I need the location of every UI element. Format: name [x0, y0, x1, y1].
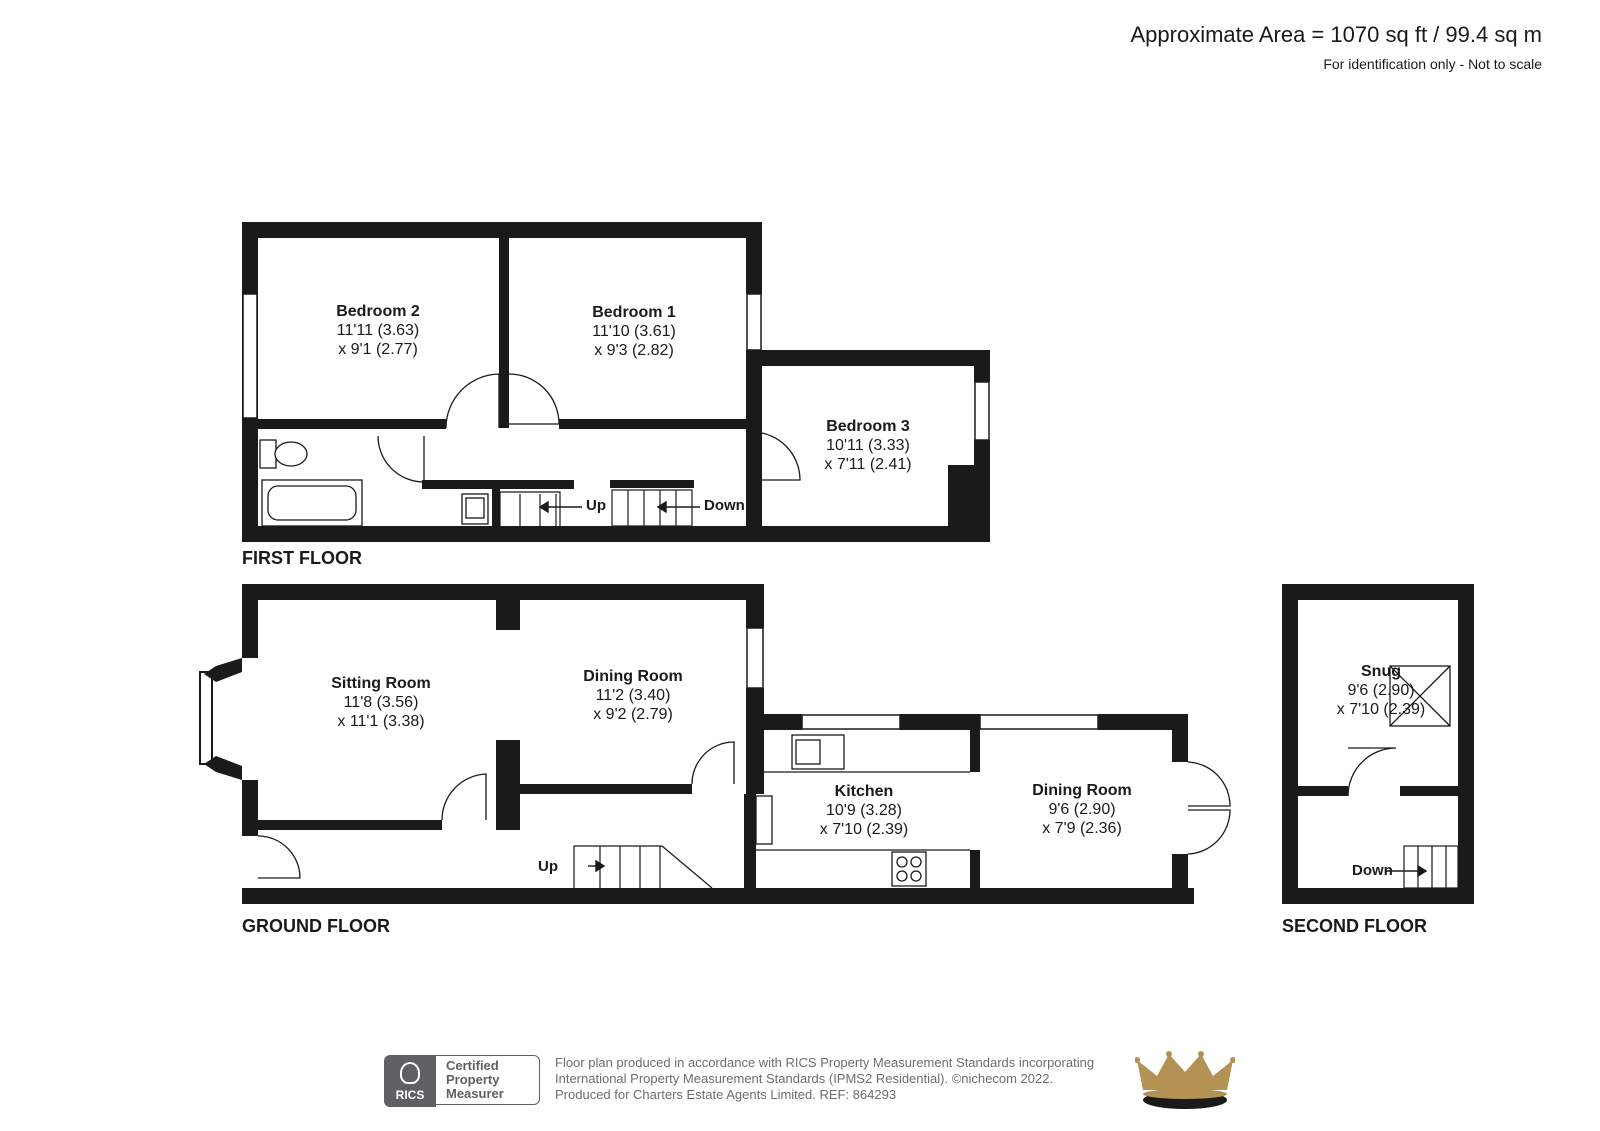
room-bedroom-2 — [336, 302, 420, 359]
room-dimension: 10'11 (3.33) — [826, 437, 910, 454]
footer-disclaimer — [555, 1055, 1094, 1103]
stair-label-down: Down — [1352, 862, 1393, 879]
footer-line: Produced for Charters Estate Agents Limited. REF: 864293 — [555, 1087, 897, 1102]
room-dimension: 9'6 (2.90) — [1048, 801, 1116, 818]
approximate-area: Approximate Area = 1070 sq ft / 99.4 sq m — [1130, 22, 1542, 47]
floor-label-ground: GROUND FLOOR — [242, 916, 390, 936]
rics-certified-badge — [384, 1055, 544, 1107]
room-dining-room-rear — [1032, 781, 1132, 838]
room-dimension: x 9'2 (2.79) — [593, 706, 673, 723]
scale-note: For identification only - Not to scale — [1323, 56, 1542, 72]
stair-label-down: Down — [704, 497, 745, 514]
room-kitchen — [820, 782, 908, 839]
room-name: Snug — [1361, 663, 1401, 680]
room-name: Bedroom 2 — [336, 303, 420, 320]
stair-label-up: Up — [586, 497, 606, 514]
room-name: Bedroom 3 — [826, 418, 910, 435]
room-bedroom-3 — [824, 417, 911, 474]
floor-label-first: FIRST FLOOR — [242, 548, 362, 568]
room-dimension: 11'2 (3.40) — [595, 687, 671, 704]
badge-line: Property — [446, 1072, 500, 1087]
rics-badge-text — [436, 1055, 540, 1105]
room-snug — [1337, 662, 1425, 719]
floor-label-second: SECOND FLOOR — [1282, 916, 1428, 936]
rics-org-label: RICS — [395, 1088, 425, 1102]
room-name: Dining Room — [583, 668, 683, 685]
room-dimension: x 7'10 (2.39) — [1336, 701, 1426, 718]
room-dimension: 11'8 (3.56) — [343, 694, 419, 711]
room-sitting-room — [331, 674, 431, 731]
stair-label-up: Up — [538, 858, 558, 875]
room-name: Dining Room — [1032, 782, 1132, 799]
room-dimension: 11'11 (3.63) — [336, 322, 420, 339]
room-name: Sitting Room — [331, 675, 431, 692]
room-name: Bedroom 1 — [592, 304, 676, 321]
room-dimension: x 7'9 (2.36) — [1042, 820, 1122, 837]
ground-floor-walls — [242, 584, 1194, 904]
lion-icon — [400, 1062, 420, 1084]
rics-logo — [384, 1055, 436, 1107]
crown-logo — [1135, 1050, 1235, 1112]
footer-line: Floor plan produced in accordance with RICS Property Measurement Standards incorporating — [555, 1055, 1095, 1070]
room-dimension: x 7'10 (2.39) — [819, 821, 909, 838]
second-floor-walls — [1282, 584, 1474, 904]
footer-line: International Property Measurement Standards (IPMS2 Residential). ©nichecom 2022. — [555, 1071, 1054, 1086]
room-dining-room-front — [583, 667, 683, 724]
room-dimension: x 9'3 (2.82) — [594, 342, 674, 359]
room-dimension: x 9'1 (2.77) — [338, 341, 418, 358]
room-dimension: x 7'11 (2.41) — [824, 456, 912, 473]
badge-line: Certified — [446, 1058, 499, 1073]
room-dimension: 10'9 (3.28) — [826, 802, 902, 819]
room-bedroom-1 — [592, 303, 676, 360]
room-dimension: 9'6 (2.90) — [1347, 682, 1415, 699]
room-name: Kitchen — [834, 783, 894, 800]
room-dimension: 11'10 (3.61) — [592, 323, 676, 340]
room-dimension: x 11'1 (3.38) — [337, 713, 425, 730]
badge-line: Measurer — [446, 1086, 504, 1101]
